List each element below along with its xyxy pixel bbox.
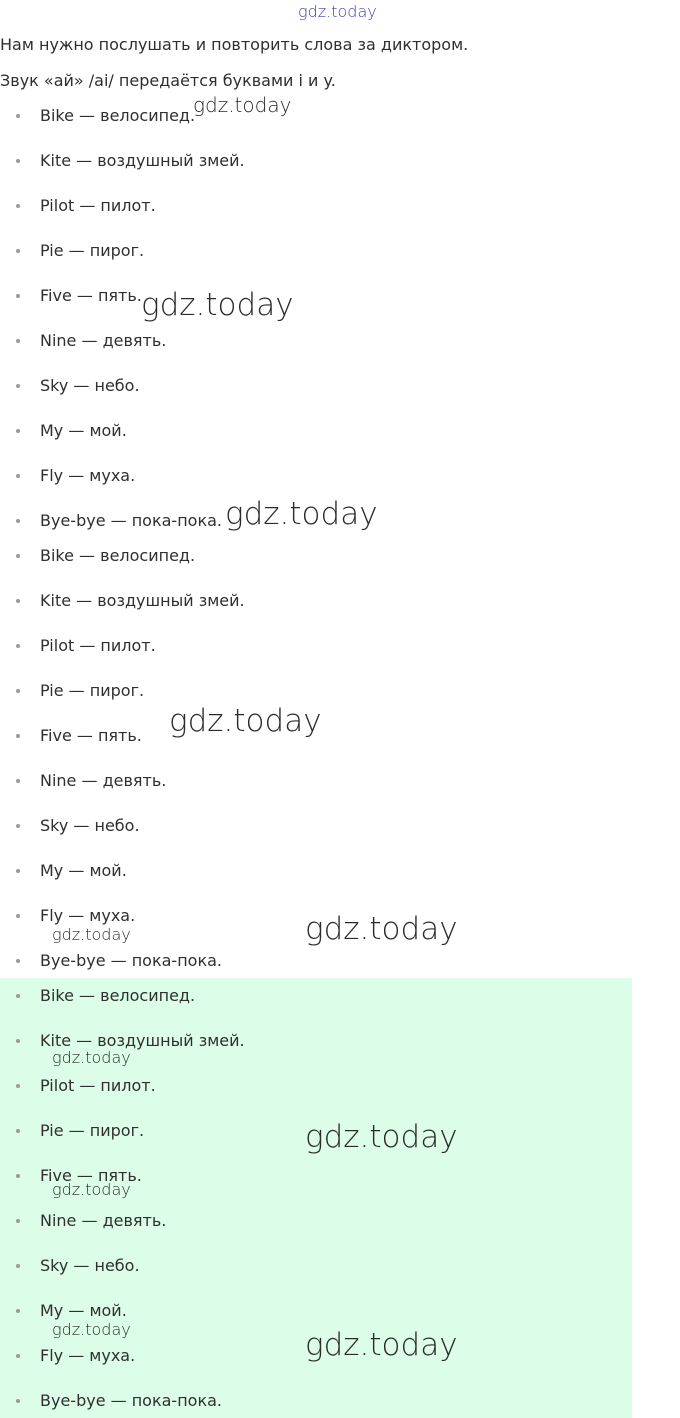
bullet-icon xyxy=(16,824,20,828)
bullet-icon xyxy=(16,429,20,433)
list-item xyxy=(0,679,600,703)
bullet-icon xyxy=(16,914,20,918)
bullet-icon xyxy=(16,384,20,388)
bullet-icon xyxy=(16,1174,20,1178)
watermark-7: gdz.today xyxy=(52,1048,131,1067)
bullet-icon xyxy=(16,869,20,873)
bullet-icon xyxy=(16,1084,20,1088)
bullet-icon xyxy=(16,339,20,343)
bullet-icon xyxy=(16,474,20,478)
watermark-6: gdz.today xyxy=(52,925,131,944)
bullet-icon xyxy=(16,1039,20,1043)
instruction-text: Нам нужно послушать и повторить слова за диктором. xyxy=(0,35,469,54)
list-item xyxy=(0,769,600,793)
sound-rule-text: Звук «ай» /ai/ передаётся буквами i и y. xyxy=(0,71,336,90)
list-item xyxy=(0,814,600,838)
list-item xyxy=(0,419,600,443)
list-item xyxy=(0,239,600,263)
list-item xyxy=(0,949,600,973)
watermark-9: gdz.today xyxy=(52,1180,131,1199)
word-entry: Fly — муха. xyxy=(40,906,136,925)
bullet-icon xyxy=(16,249,20,253)
word-entry: Pie — пирог. xyxy=(40,681,145,700)
word-entry: Nine — девять. xyxy=(40,331,167,350)
watermark-10: gdz.today xyxy=(52,1320,131,1339)
word-entry: My — мой. xyxy=(40,421,127,440)
bullet-icon xyxy=(16,554,20,558)
list-item xyxy=(0,1254,600,1278)
watermark-3: gdz.today xyxy=(225,496,378,532)
list-item xyxy=(0,374,600,398)
word-entry: Nine — девять. xyxy=(40,1211,167,1230)
bullet-icon xyxy=(16,159,20,163)
watermark-8: gdz.today xyxy=(305,1119,458,1155)
watermark-top: gdz.today xyxy=(298,2,377,21)
word-entry: Bye-bye — пока-пока. xyxy=(40,951,222,970)
watermark-11: gdz.today xyxy=(305,1327,458,1363)
list-item xyxy=(0,1344,600,1368)
list-item xyxy=(0,1074,600,1098)
word-entry: My — мой. xyxy=(40,861,127,880)
word-entry: Kite — воздушный змей. xyxy=(40,591,245,610)
bullet-icon xyxy=(16,689,20,693)
bullet-icon xyxy=(16,1399,20,1403)
word-entry: Five — пять. xyxy=(40,1166,142,1185)
word-entry: Five — пять. xyxy=(40,726,142,745)
bullet-icon xyxy=(16,779,20,783)
list-item xyxy=(0,194,600,218)
watermark-4: gdz.today xyxy=(169,703,322,739)
bullet-icon xyxy=(16,1309,20,1313)
bullet-icon xyxy=(16,1354,20,1358)
list-item xyxy=(0,589,600,613)
watermark-2: gdz.today xyxy=(141,287,294,323)
list-item xyxy=(0,544,600,568)
word-entry: Kite — воздушный змей. xyxy=(40,151,245,170)
word-entry: Fly — муха. xyxy=(40,466,136,485)
word-entry: Sky — небо. xyxy=(40,816,140,835)
word-entry: Bike — велосипед. xyxy=(40,546,196,565)
word-entry: Five — пять. xyxy=(40,286,142,305)
word-entry: Bike — велосипед. xyxy=(40,106,196,125)
watermark-5: gdz.today xyxy=(305,911,458,947)
bullet-icon xyxy=(16,294,20,298)
word-entry: Sky — небо. xyxy=(40,376,140,395)
list-item xyxy=(0,1389,600,1413)
list-item xyxy=(0,634,600,658)
bullet-icon xyxy=(16,1219,20,1223)
word-entry: My — мой. xyxy=(40,1301,127,1320)
list-item xyxy=(0,284,600,308)
list-item xyxy=(0,859,600,883)
word-entry: Bike — велосипед. xyxy=(40,986,196,1005)
bullet-icon xyxy=(16,959,20,963)
word-entry: Kite — воздушный змей. xyxy=(40,1031,245,1050)
list-item xyxy=(0,464,600,488)
bullet-icon xyxy=(16,994,20,998)
word-entry: Pilot — пилот. xyxy=(40,196,156,215)
bullet-icon xyxy=(16,204,20,208)
list-item xyxy=(0,984,600,1008)
word-entry: Bye-bye — пока-пока. xyxy=(40,1391,222,1410)
bullet-icon xyxy=(16,1129,20,1133)
bullet-icon xyxy=(16,519,20,523)
word-entry: Pie — пирог. xyxy=(40,241,145,260)
word-entry: Pie — пирог. xyxy=(40,1121,145,1140)
bullet-icon xyxy=(16,644,20,648)
word-entry: Bye-bye — пока-пока. xyxy=(40,511,222,530)
list-item xyxy=(0,1119,600,1143)
list-item xyxy=(0,1209,600,1233)
word-entry: Pilot — пилот. xyxy=(40,636,156,655)
bullet-icon xyxy=(16,1264,20,1268)
list-item xyxy=(0,104,600,128)
watermark-1: gdz.today xyxy=(193,93,292,117)
word-entry: Fly — муха. xyxy=(40,1346,136,1365)
bullet-icon xyxy=(16,734,20,738)
word-entry: Pilot — пилот. xyxy=(40,1076,156,1095)
list-item xyxy=(0,149,600,173)
bullet-icon xyxy=(16,114,20,118)
list-item xyxy=(0,329,600,353)
word-entry: Nine — девять. xyxy=(40,771,167,790)
bullet-icon xyxy=(16,599,20,603)
word-entry: Sky — небо. xyxy=(40,1256,140,1275)
